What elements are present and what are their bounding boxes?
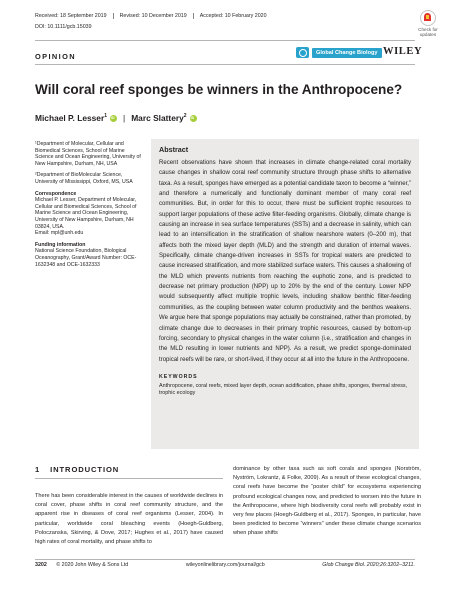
divider [35, 478, 223, 479]
divider [35, 64, 415, 65]
body-text-right: dominance by other taxa such as soft corals and sponges (Norström, Nyström, Lokrantz, & Folke, 2009). As a result of these ecological changes, coral reefs have become the “poster child” for ecosystems experiencing profound ecological changes now, and predicted to worsen into the future in the Anthropocene, where high biodiversity coral reefs will probably exist in very few places (Hoegh-Guldberg et al., 2017). Sponges, in particular, have been predicted to become “winners” under these climate change scenarios when phase shifts [233, 466, 421, 537]
body-text-left: There has been considerable interest in the causes of worldwide declines in coral cover, phase shifts in coral reef community structure, and the apparent rise in diseases of coral reef organisms (Lesser, 2004). In particular, worldwide coral bleaching events (Hoegh-Guldberg, Poloczanska, Skirving, & Dove, 2017; Hughes et al., 2017) have caused high rates of coral mortality, and phase shifts to [35, 493, 223, 546]
author-list [35, 113, 197, 123]
journal-name: Global Change Biology [312, 48, 382, 58]
check-for-updates-label: Check for updates [418, 27, 438, 37]
page-footer [35, 562, 415, 568]
revised-date: Revised: 10 December 2019 [120, 13, 194, 19]
journal-logo[interactable] [296, 47, 382, 58]
section-heading [35, 465, 119, 474]
citation: Glob Change Biol. 2020;26:3202–3211. [322, 562, 415, 568]
funding-text: National Science Foundation, Biological Oceanography, Grant/Award Number: OCE-1632348 and OCE-1632333 [35, 248, 137, 268]
check-for-updates-button[interactable] [413, 10, 443, 44]
article-type: OPINION [35, 52, 77, 61]
divider [35, 40, 415, 41]
crossmark-icon [420, 10, 436, 26]
article-history [35, 13, 415, 30]
section-number: 1 [35, 465, 41, 474]
funding-label: Funding information [35, 241, 86, 248]
affiliations-column [35, 141, 143, 273]
author-name[interactable]: Marc Slattery$^2$ [131, 113, 187, 123]
abstract-heading: Abstract [159, 145, 189, 154]
page-number: 3202 [35, 562, 47, 568]
journal-logo-icon [296, 47, 309, 58]
article-title: Will coral reef sponges be winners in the Anthropocene? [35, 82, 403, 97]
received-date: Received: 18 September 2019 [35, 13, 114, 19]
keywords-heading: KEYWORDS [159, 373, 198, 380]
affiliation: ¹Department of Molecular, Cellular and Biomedical Sciences, School of Marine Science and Ocean Engineering, University of New Hampshire, Durham, NH, USA [35, 141, 141, 167]
abstract-panel [151, 139, 419, 449]
accepted-date: Accepted: 10 February 2020 [199, 13, 267, 19]
copyright: © 2020 John Wiley & Sons Ltd [56, 562, 129, 568]
author-name[interactable]: Michael P. Lesser$^1$ [35, 113, 107, 123]
abstract-text: Recent observations have shown that increases in climate change-related coral mortality cause changes in shallow coral reef community structure through phase shifts to alternative taxa. As a result, sponges have emerged as a potential candidate taxon to become a “winner,” and therefore a numerically and functionally dominant member of many coral reef communities. But, in order for this to occur, there must be sufficient trophic resources to support larger populations of these active filter-feeding organisms. Globally, climate change is causing an increase in sea surface temperatures (SSTs) and a decrease in salinity, which can lead to an intensification in the stratification of shallow nearshore waters (0–200 m), that affects both the mixed layer depth (MLD) and the strength and duration of internal waves. Specifically, climate change-driven increases in SSTs for tropical waters are predicted to cause increased stratification, and more stabilized surface waters. This causes a shallowing of the MLD which prevents nutrients from reaching the euphotic zone, and is predicted to decrease net primary production (NPP) up to 20% by the end of the century. Lower NPP would subsequently affect multiple trophic levels, including shallow benthic filter-feeding communities, as the coupling between water column productivity and the benthos weakens. We argue here that sponge populations may actually be constrained, rather than promoted, by climate change due to decreases in their primary trophic resources, caused by bottom-up forcing, secondary to physical changes in the water column (i.e., stratification and changes in the MLD resulting in lower nutrients and NPP). As a result, we predict sponge-dominated tropical reefs will be rare, or short-lived, if they occur at all into the future in the Anthropocene. [159, 160, 411, 363]
correspondence-email[interactable]: Email: mpl@unh.edu [35, 230, 84, 237]
section-title: INTRODUCTION [50, 465, 120, 474]
correspondence-address: Michael P. Lesser, Department of Molecular, Cellular and Biomedical Sciences, School of Marine Science and Ocean Engineering, University of New Hampshire, Durham, NH 03824, USA. [35, 197, 137, 230]
publisher-logo: WILEY [383, 46, 423, 57]
affiliation: ²Department of BioMolecular Science, University of Mississippi, Oxford, MS, USA [35, 172, 133, 185]
orcid-icon[interactable] [190, 115, 197, 122]
keywords-list: Anthropocene, coral reefs, mixed layer depth, ocean acidification, phase shifts, sponges, thermal stress, trophic ecology [159, 382, 408, 396]
divider [35, 559, 415, 560]
journal-url[interactable]: wileyonlinelibrary.com/journal/gcb [185, 562, 265, 568]
correspondence-label: Correspondence [35, 190, 77, 197]
author-separator: | [123, 113, 126, 123]
doi[interactable]: DOI: 10.1111/gcb.15039 [35, 24, 92, 30]
orcid-icon[interactable] [110, 115, 117, 122]
